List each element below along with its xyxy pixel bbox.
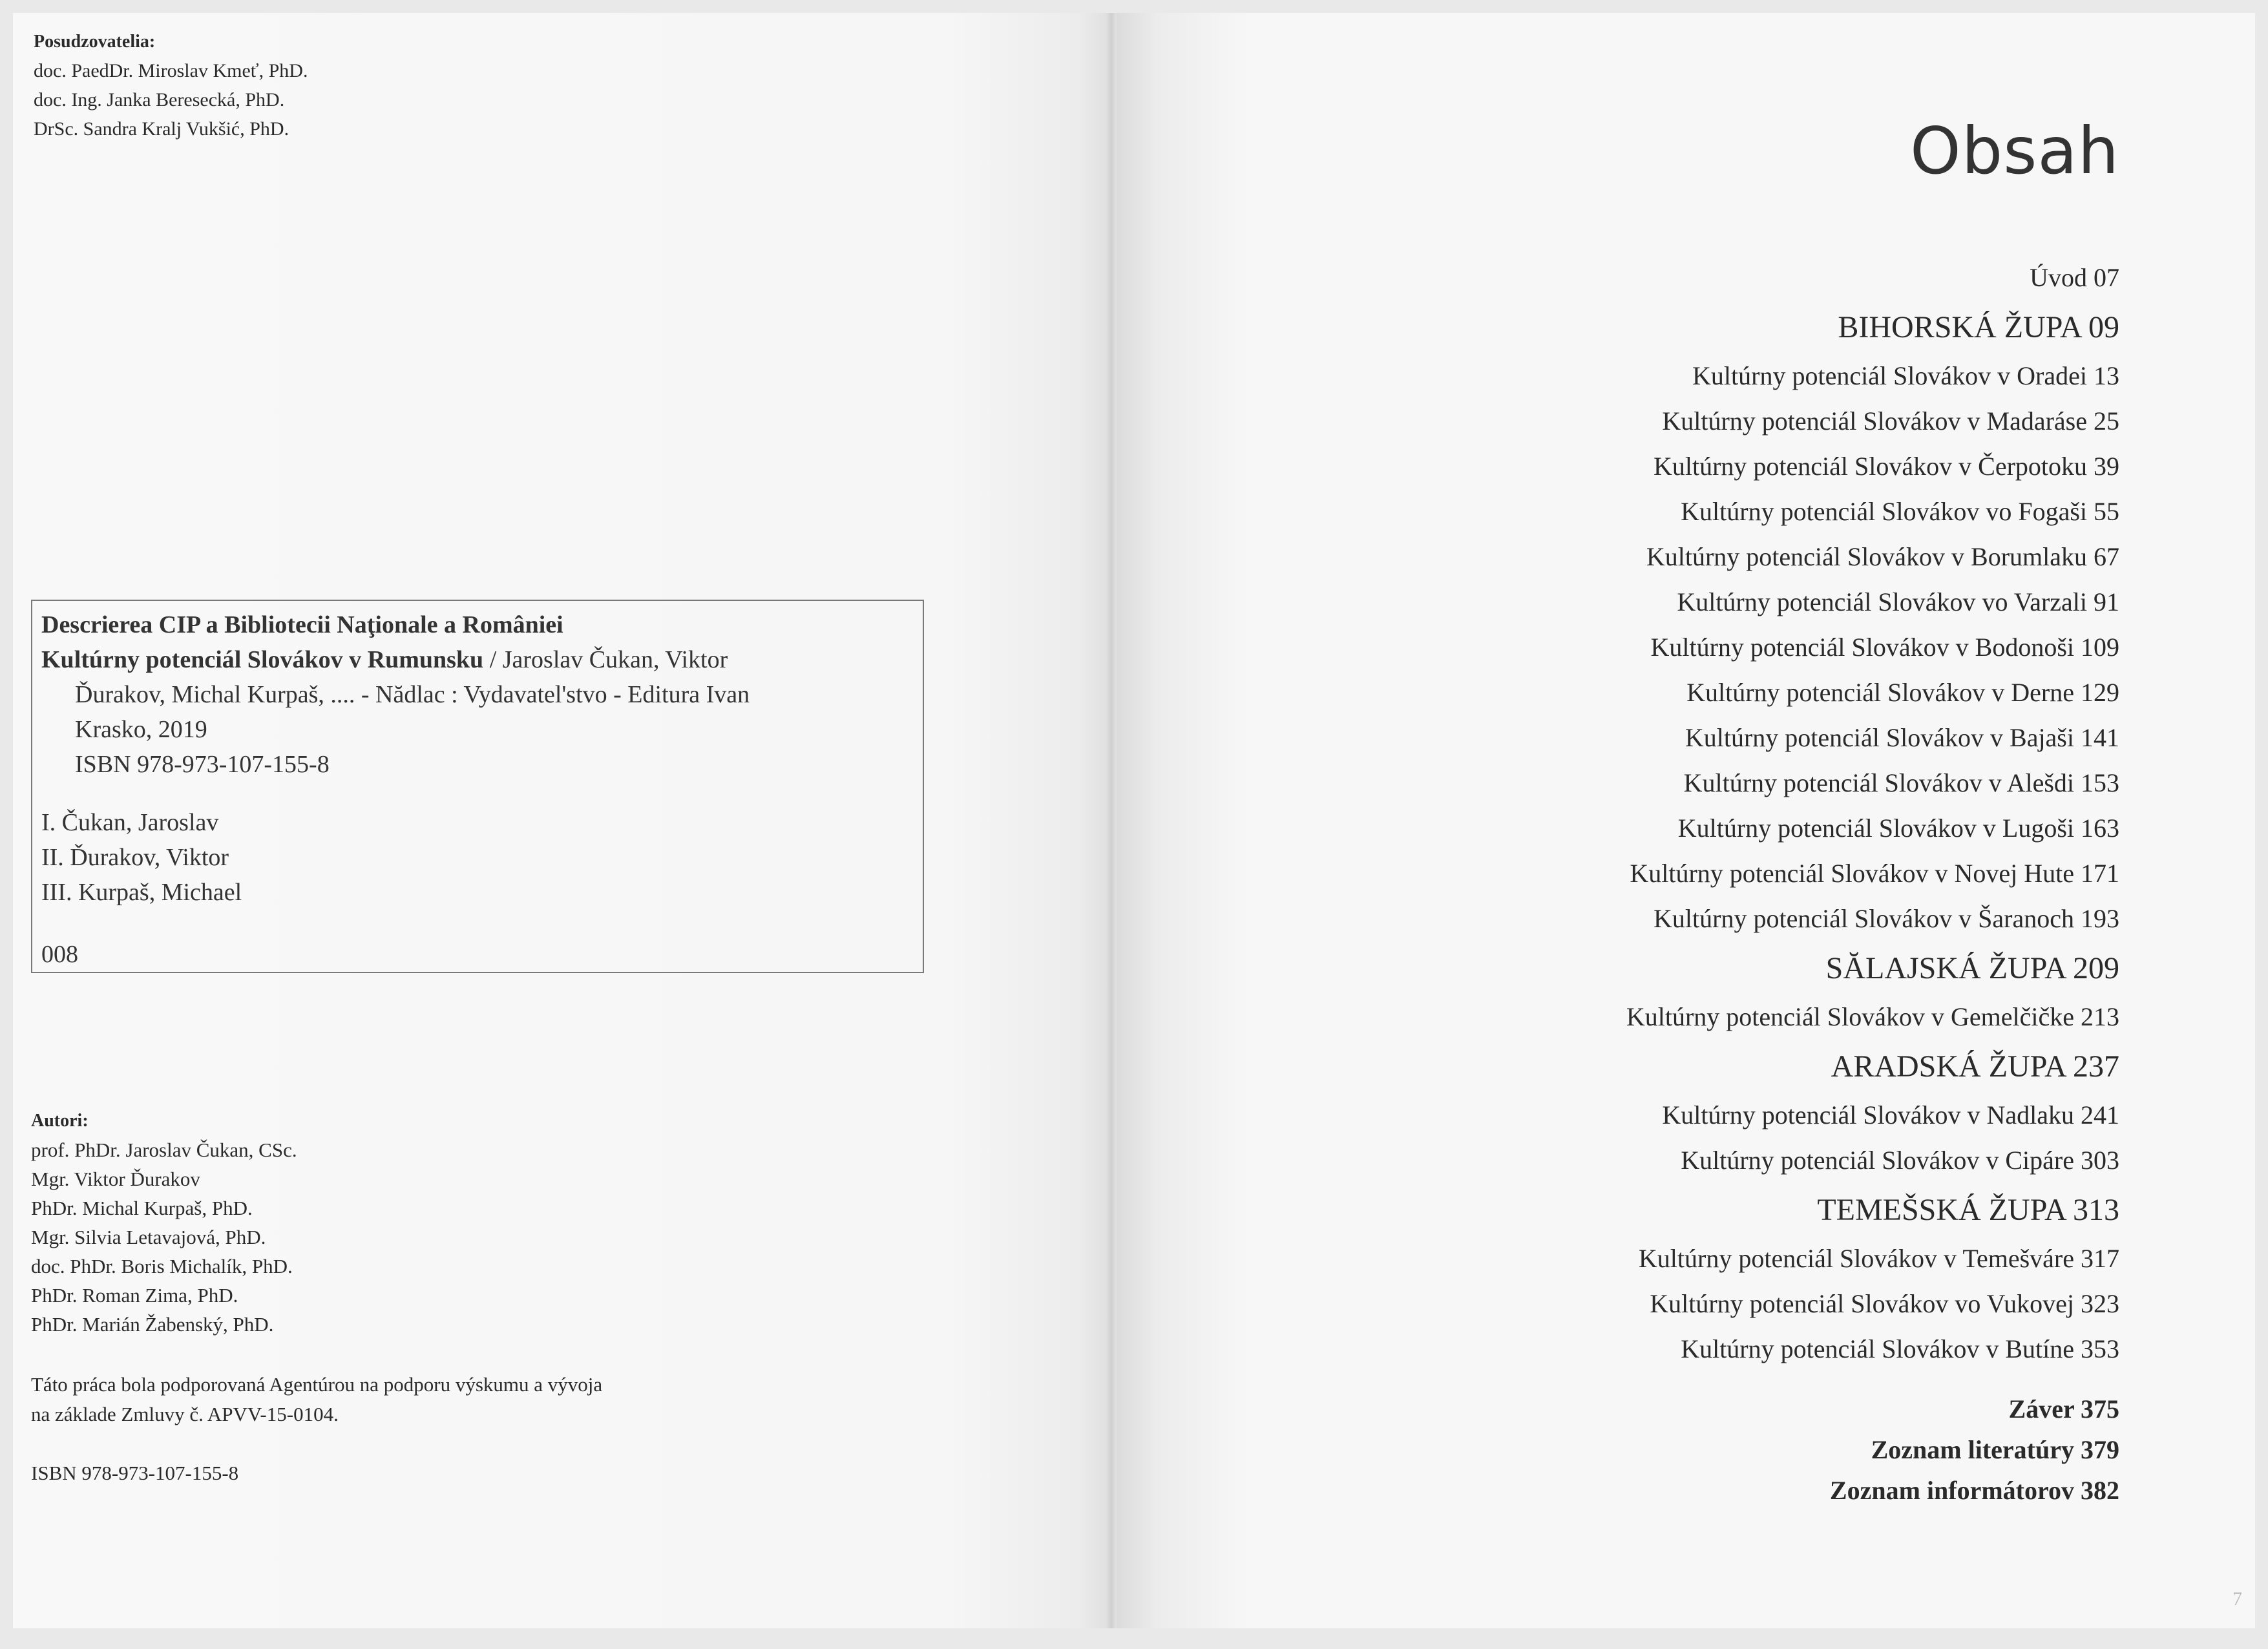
cip-title-line bbox=[41, 642, 914, 677]
toc-entry: Kultúrny potenciál Slovákov v Borumlaku 67 bbox=[1646, 542, 2119, 571]
toc-entry: Kultúrny potenciál Slovákov v Cipáre 303 bbox=[1681, 1146, 2119, 1175]
cip-header: Descrierea CIP a Bibliotecii Naţionale a României bbox=[41, 611, 563, 638]
cip-index-entry: III. Kurpaš, Michael bbox=[41, 879, 242, 906]
author-name: prof. PhDr. Jaroslav Čukan, CSc. bbox=[31, 1139, 297, 1161]
toc-entry: Kultúrny potenciál Slovákov v Čerpotoku 39 bbox=[1653, 452, 2119, 481]
book-spine bbox=[1106, 13, 1117, 1628]
toc-entry: Kultúrny potenciál Slovákov v Šaranoch 193 bbox=[1654, 904, 2119, 933]
toc-entry: Kultúrny potenciál Slovákov v Gemelčičke 213 bbox=[1626, 1002, 2119, 1031]
toc-entry: Kultúrny potenciál Slovákov vo Fogaši 55 bbox=[1681, 497, 2119, 526]
funding-note bbox=[31, 1370, 602, 1429]
toc-entry: Kultúrny potenciál Slovákov v Butíne 353 bbox=[1681, 1334, 2119, 1363]
author-name: doc. PhDr. Boris Michalík, PhD. bbox=[31, 1255, 293, 1277]
authors-header: Autori: bbox=[31, 1111, 89, 1131]
toc-entry: Kultúrny potenciál Slovákov v Madaráse 25 bbox=[1662, 406, 2119, 436]
isbn: ISBN 978-973-107-155-8 bbox=[31, 1462, 239, 1484]
page-title: Obsah bbox=[1910, 113, 2119, 189]
cip-isbn: ISBN 978-973-107-155-8 bbox=[75, 751, 330, 778]
toc-section-heading: TEMEŠSKÁ ŽUPA 313 bbox=[1817, 1193, 2119, 1227]
page-number: 7 bbox=[2232, 1588, 2242, 1610]
toc-closing-entry: Zoznam informátorov 382 bbox=[1829, 1476, 2119, 1505]
cip-index-entry: I. Čukan, Jaroslav bbox=[41, 809, 219, 836]
cip-description-box bbox=[31, 600, 924, 973]
table-of-contents bbox=[1626, 255, 2119, 1511]
toc-entry: Kultúrny potenciál Slovákov v Temešváre 317 bbox=[1638, 1244, 2119, 1273]
toc-entry: Kultúrny potenciál Slovákov v Bodonoši 109 bbox=[1650, 633, 2119, 662]
cip-line: Krasko, 2019 bbox=[75, 716, 207, 743]
reviewer-name: doc. PaedDr. Miroslav Kmeť, PhD. bbox=[34, 60, 308, 81]
author-name: PhDr. Roman Zima, PhD. bbox=[31, 1284, 238, 1307]
toc-section-heading: BIHORSKÁ ŽUPA 09 bbox=[1838, 310, 2119, 344]
author-name: PhDr. Marián Žabenský, PhD. bbox=[31, 1313, 274, 1336]
toc-entry: Kultúrny potenciál Slovákov v Nadlaku 241 bbox=[1662, 1100, 2119, 1129]
reviewers-block bbox=[34, 27, 308, 143]
funding-line: Táto práca bola podporovaná Agentúrou na podporu výskumu a vývoja bbox=[31, 1373, 603, 1396]
toc-section-heading: SĂLAJSKÁ ŽUPA 209 bbox=[1825, 951, 2119, 985]
cip-book-title: Kultúrny potenciál Slovákov v Rumunsku bbox=[41, 646, 484, 673]
toc-section-heading: ARADSKÁ ŽUPA 237 bbox=[1831, 1049, 2119, 1084]
toc-entry-intro: Úvod 07 bbox=[2030, 263, 2119, 292]
toc-entry: Kultúrny potenciál Slovákov v Bajaši 141 bbox=[1685, 723, 2119, 752]
toc-entry: Kultúrny potenciál Slovákov v Derne 129 bbox=[1686, 678, 2119, 707]
toc-closing-entry: Záver 375 bbox=[2008, 1394, 2119, 1423]
toc-entry: Kultúrny potenciál Slovákov vo Varzali 91 bbox=[1677, 587, 2119, 616]
toc-entry: Kultúrny potenciál Slovákov v Lugoši 163 bbox=[1677, 814, 2119, 843]
authors-block bbox=[31, 1106, 297, 1339]
toc-entry: Kultúrny potenciál Slovákov v Oradei 13 bbox=[1692, 361, 2119, 390]
cip-code: 008 bbox=[41, 941, 78, 968]
reviewers-header: Posudzovatelia: bbox=[34, 32, 156, 52]
toc-closing-entry: Zoznam literatúry 379 bbox=[1871, 1435, 2119, 1464]
cip-index-entry: II. Ďurakov, Viktor bbox=[41, 844, 229, 871]
toc-entry: Kultúrny potenciál Slovákov v Novej Hute 171 bbox=[1630, 859, 2119, 888]
cip-line: Ďurakov, Michal Kurpaš, .... - Nădlac : Vydavatel'stvo - Editura Ivan bbox=[75, 681, 750, 708]
reviewer-name: doc. Ing. Janka Beresecká, PhD. bbox=[34, 89, 285, 110]
toc-entry: Kultúrny potenciál Slovákov v Alešdi 153 bbox=[1683, 768, 2119, 797]
toc-entry: Kultúrny potenciál Slovákov vo Vukovej 323 bbox=[1650, 1289, 2119, 1318]
author-name: Mgr. Silvia Letavajová, PhD. bbox=[31, 1226, 266, 1248]
author-name: PhDr. Michal Kurpaš, PhD. bbox=[31, 1197, 253, 1219]
cip-title-rest: / Jaroslav Čukan, Viktor bbox=[483, 646, 728, 673]
author-name: Mgr. Viktor Ďurakov bbox=[31, 1168, 200, 1190]
funding-line: na základe Zmluvy č. APVV-15-0104. bbox=[31, 1403, 339, 1425]
reviewer-name: DrSc. Sandra Kralj Vukšić, PhD. bbox=[34, 118, 289, 140]
